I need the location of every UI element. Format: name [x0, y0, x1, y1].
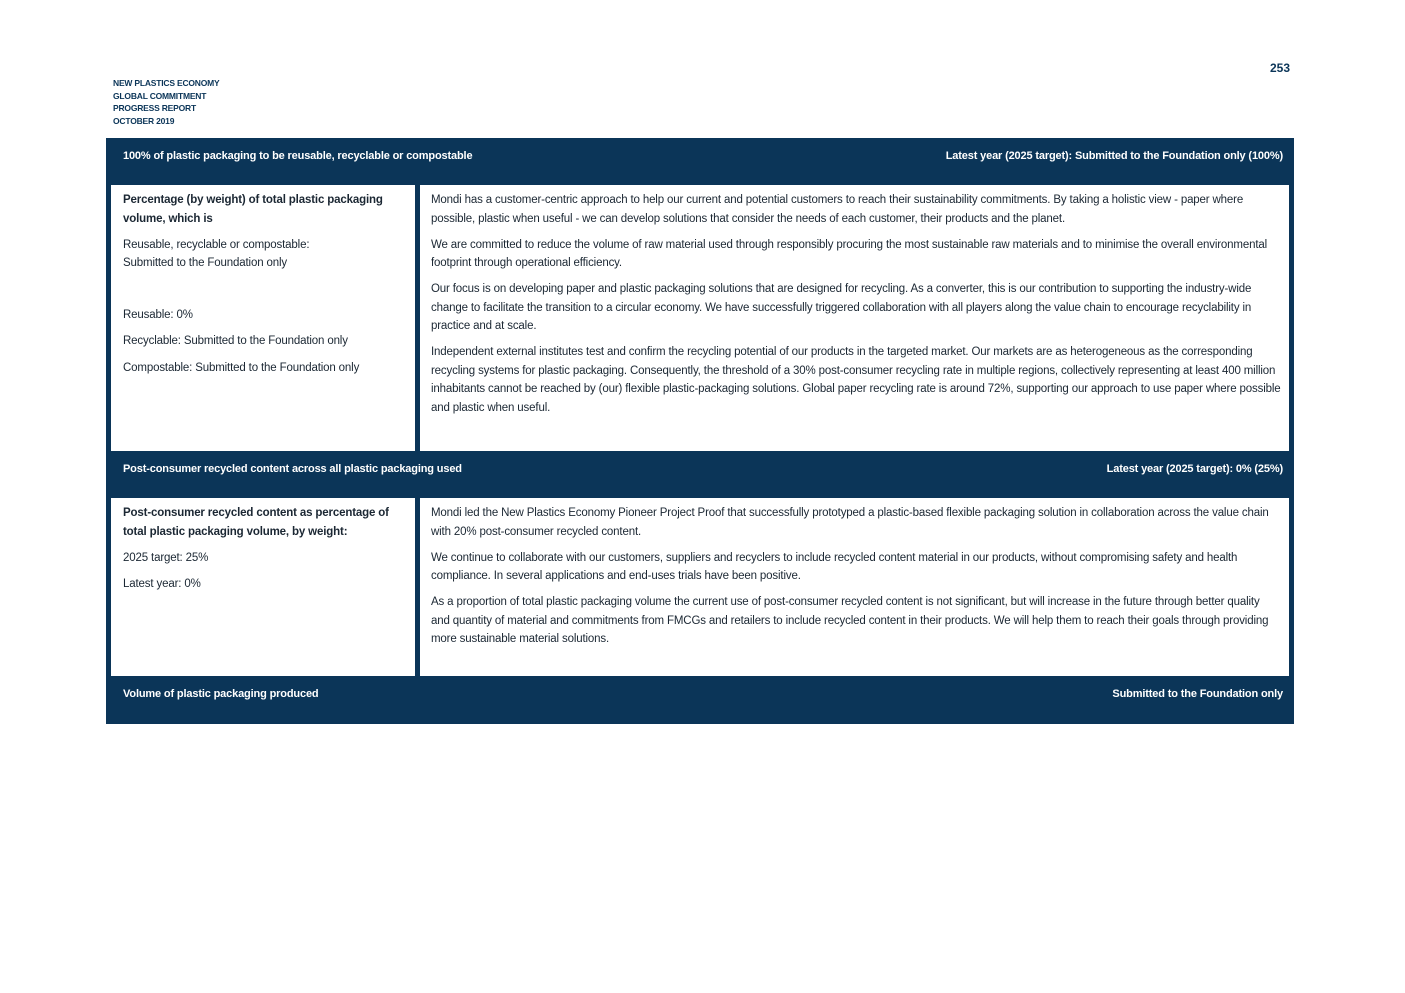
- section-status: Latest year (2025 target): 0% (25%): [1106, 463, 1283, 475]
- description-paragraph: Our focus is on developing paper and plastic packaging solutions that are designed for recycling. As a converter, this is our contribution to supporting the industry-wide change to facilitate the transition to a circular economy. We have successfully triggered collaboration with all players along the value chain to encourage recyclability in practice and at scale.: [431, 283, 1252, 332]
- report-header-line: PROGRESS REPORT: [113, 103, 196, 113]
- report-header-line: NEW PLASTICS ECONOMY: [113, 78, 220, 88]
- description-cell-recycled-content: [420, 498, 1289, 676]
- description-paragraph: As a proportion of total plastic packaging volume the current use of post-consumer recycled content is not significant, but will increase in the future through better quality and quantity of material and commitments from FMCGs and retailers to include recycled content in their products. We will help them to reach their goals through providing more sustainable material solutions.: [431, 596, 1269, 645]
- description-paragraph: We are committed to reduce the volume of raw material used through responsibly procuring the most sustainable raw materials and to minimise the overall environmental footprint through operational efficiency.: [431, 238, 1268, 269]
- metric-summary-value: Submitted to the Foundation only: [123, 257, 287, 269]
- report-header-line: OCTOBER 2019: [113, 115, 175, 126]
- metric-compostable: Compostable: Submitted to the Foundation only: [123, 361, 360, 374]
- metric-cell-recycled-content: [111, 498, 415, 676]
- section-header-recycled-content: [106, 451, 1294, 498]
- spacer: [123, 273, 409, 306]
- section-title: Volume of plastic packaging produced: [123, 688, 319, 700]
- metric-recyclable: Recyclable: Submitted to the Foundation only: [123, 335, 348, 347]
- section-status: Latest year (2025 target): Submitted to the Foundation only (100%): [945, 150, 1283, 162]
- metric-cell-reusable-recyclable: [111, 185, 415, 451]
- description-paragraph: Mondi led the New Plastics Economy Pioneer Project Proof that successfully prototyped a plastic-based flexible packaging solution in collaboration across the value chain with 20% post-consumer recycled content.: [431, 507, 1269, 538]
- section-status: Submitted to the Foundation only: [1112, 688, 1283, 700]
- metric-target: 2025 target: 25%: [123, 551, 209, 564]
- description-paragraph: We continue to collaborate with our customers, suppliers and recyclers to include recycled content material in our products, without compromising safety and health compliance. In several applications and end-uses trials have been positive.: [431, 551, 1238, 582]
- metric-reusable: Reusable: 0%: [123, 308, 193, 321]
- metric-summary-label: Reusable, recyclable or compostable:: [123, 238, 310, 251]
- commitments-table: [106, 138, 1294, 724]
- report-header: [113, 77, 220, 127]
- section-title: Post-consumer recycled content across all plastic packaging used: [123, 463, 462, 475]
- metric-heading: Post-consumer recycled content as percentage of total plastic packaging volume, by weight:: [123, 507, 389, 538]
- description-paragraph: Mondi has a customer-centric approach to help our current and potential customers to reach their sustainability commitments. By taking a holistic view - paper where possible, plastic when useful - we can develop solutions that consider the needs of each customer, their products and the planet.: [431, 194, 1244, 225]
- section-header-reusable-recyclable: [106, 138, 1294, 185]
- metric-heading: Percentage (by weight) of total plastic packaging volume, which is: [123, 194, 383, 225]
- page-number: 253: [1269, 61, 1290, 75]
- description-paragraph: Independent external institutes test and confirm the recycling potential of our products in the targeted market. Our markets are as heterogeneous as the corresponding recycling systems for plastic packaging. Consequently, the threshold of a 30% post-consumer recycling rate in multiple regions, collectively representing at least 400 million inhabitants cannot be reached by (our) flexible plastic-packaging solutions. Global paper recycling rate is around 72%, supporting our approach to use paper where possible and plastic when useful.: [431, 346, 1281, 414]
- section-title: 100% of plastic packaging to be reusable, recyclable or compostable: [123, 150, 473, 162]
- section-header-packaging-volume: [106, 676, 1294, 724]
- description-cell-reusable-recyclable: [420, 185, 1289, 451]
- metric-latest: Latest year: 0%: [123, 577, 201, 590]
- report-header-line: GLOBAL COMMITMENT: [113, 90, 207, 101]
